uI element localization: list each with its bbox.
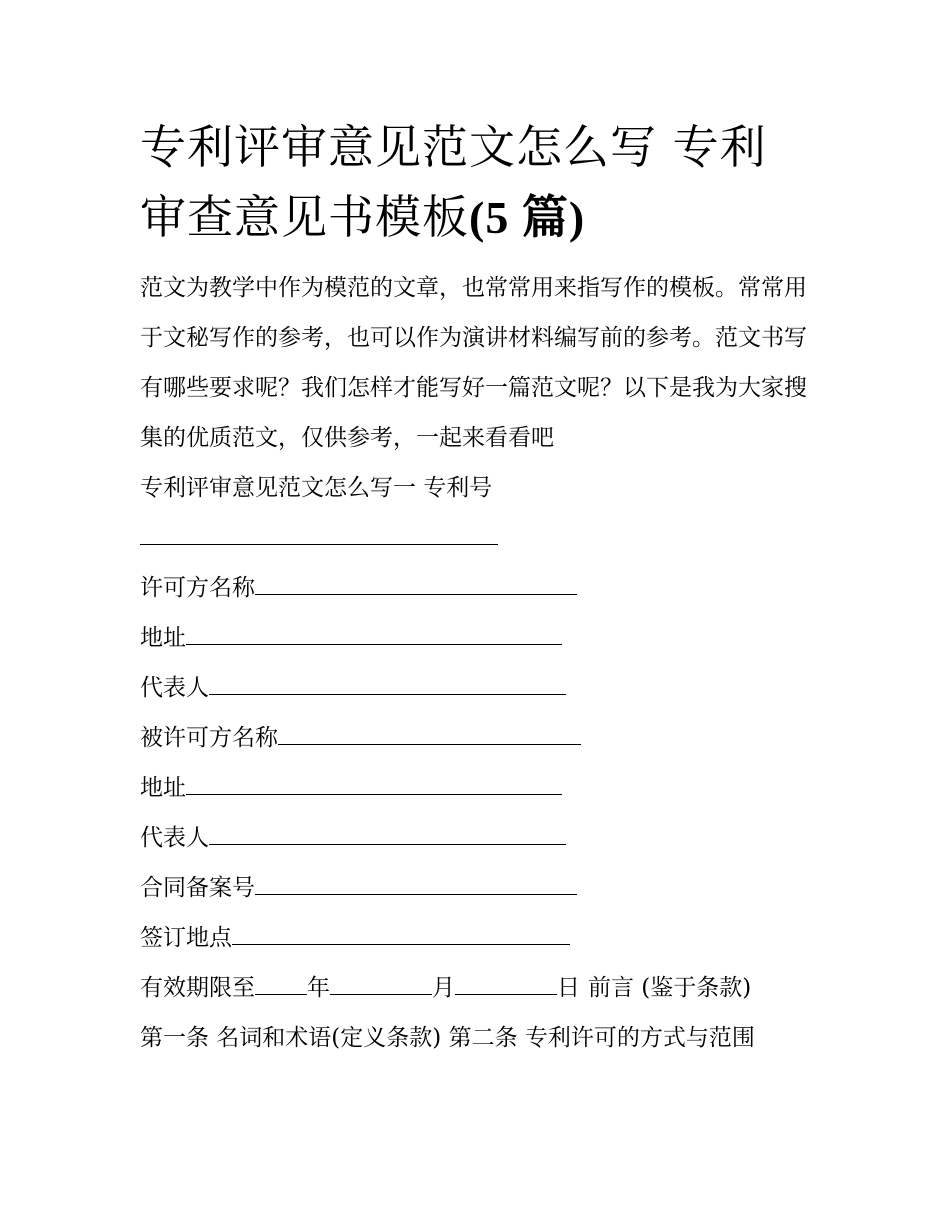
validity-row	[140, 963, 820, 1013]
articles-row: 第一条 名词和术语(定义条款) 第二条 专利许可的方式与范围	[140, 1025, 755, 1051]
representative-row-1	[140, 663, 820, 713]
title-line-2: 审查意见书模板	[140, 190, 469, 244]
document-title	[140, 112, 820, 253]
validity-label: 有效期限至	[140, 975, 255, 1001]
title-count: (5 篇)	[469, 192, 586, 243]
representative-row-2	[140, 813, 820, 863]
contract-number-row	[140, 863, 820, 913]
field-blank	[278, 714, 581, 745]
address-row-1	[140, 613, 820, 663]
field-blank	[209, 814, 566, 845]
day-label: 日	[557, 975, 580, 1001]
field-blank	[186, 764, 562, 795]
field-label: 合同备案号	[140, 875, 255, 901]
month-blank	[330, 964, 432, 995]
field-label: 签订地点	[140, 925, 232, 951]
field-label: 许可方名称	[140, 575, 255, 601]
document-page	[140, 112, 820, 1063]
sign-place-row	[140, 913, 820, 963]
day-blank	[455, 964, 557, 995]
field-label: 地址	[140, 775, 186, 801]
patent-number-blank	[140, 514, 498, 545]
section-heading: 专利评审意见范文怎么写一 专利号	[140, 475, 493, 501]
title-line-1: 专利评审意见范文怎么写 专利	[140, 120, 767, 174]
licensee-name-row	[140, 713, 820, 763]
field-label: 地址	[140, 625, 186, 651]
field-blank	[255, 564, 577, 595]
year-label: 年	[307, 975, 330, 1001]
patent-number-blank-line	[140, 513, 820, 563]
field-blank	[209, 664, 566, 695]
year-blank	[255, 964, 307, 995]
field-label: 代表人	[140, 825, 209, 851]
field-label: 代表人	[140, 675, 209, 701]
field-blank	[232, 914, 570, 945]
month-label: 月	[432, 975, 455, 1001]
field-label: 被许可方名称	[140, 725, 278, 751]
field-blank	[186, 614, 562, 645]
intro-paragraph: 范文为教学中作为模范的文章，也常常用来指写作的模板。常常用于文秘写作的参考，也可以作为演讲材料编写前的参考。范文书写有哪些要求呢？我们怎样才能写好一篇范文呢？以下是我为大家搜集的优质范文，仅供参考，一起来看看吧	[140, 275, 807, 451]
preface-label: 前言 (鉴于条款)	[588, 975, 752, 1001]
licensor-name-row	[140, 563, 820, 613]
address-row-2	[140, 763, 820, 813]
field-blank	[255, 864, 577, 895]
